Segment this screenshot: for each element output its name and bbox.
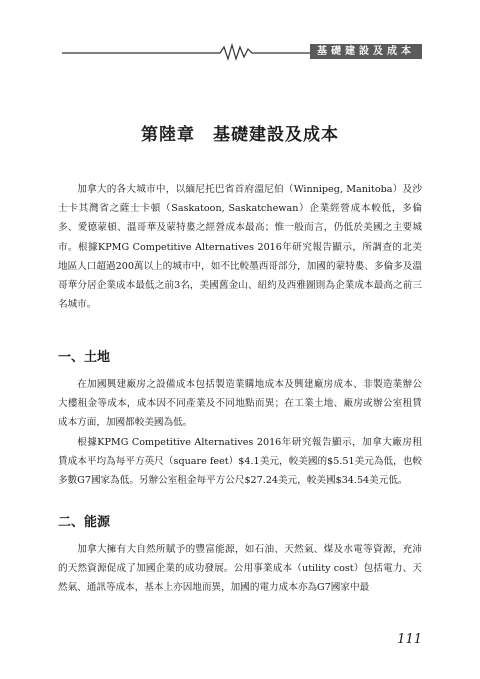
running-header (62, 42, 422, 62)
section-title-energy: 二、能源 (58, 515, 111, 530)
section-title-land: 一、土地 (58, 350, 111, 365)
land-paragraph-2: 根據KPMG Competitive Alternatives 2016年研究報告顯示，加拿大廠房租賃成本平均為每平方英尺（square feet）$4.1美元，較美國的$5.51美元為低，也較多數G7國家為低。另辦公室租金每平方公尺$27.24美元，較美國$34.54美元低。 (58, 437, 422, 487)
header-label: 基礎建設及成本 (310, 44, 422, 59)
heartbeat-line-icon (62, 42, 312, 62)
energy-paragraph-1: 加拿大擁有大自然所賦予的豐富能源，如石油、天然氣、煤及水電等資源，充沛的天然資源促成了加國企業的成功發展。公用事業成本（utility cost）包括電力、天然氣、通訊等成本，基本上亦因地而異，加國的電力成本亦為G7國家中最 (58, 544, 422, 594)
chapter-title: 第陸章 基礎建設及成本 (141, 125, 339, 145)
page-number: 111 (397, 632, 422, 647)
land-paragraph-1: 在加國興建廠房之設備成本包括製造業購地成本及興建廠房成本、非製造業辦公大樓租金等成本，成本因不同產業及不同地點而異；在工業土地、廠房或辦公室租賃成本方面，加國都較美國為低。 (58, 379, 422, 429)
intro-paragraph: 加拿大的各大城市中，以緬尼托巴省首府溫尼伯（Winnipeg, Manitoba）及沙士卡其灣省之薩士卡頓（Saskatoon, Saskatchewan）企業經營成本較低，多倫多、愛德蒙頓、溫哥華及蒙特婁之經營成本最高；惟一般而言，仍低於美國之主要城市。根據KPMG Competitive Alternatives 2016年研究報告顯示，所調查的北美地區人口超過200萬以上的城市中，如不比較墨西哥部分，加國的蒙特婁、多倫多及溫哥華分居企業成本最低之前3名，美國舊金山、紐約及西雅圖則為企業成本最高之前三名城市。 (58, 184, 422, 311)
